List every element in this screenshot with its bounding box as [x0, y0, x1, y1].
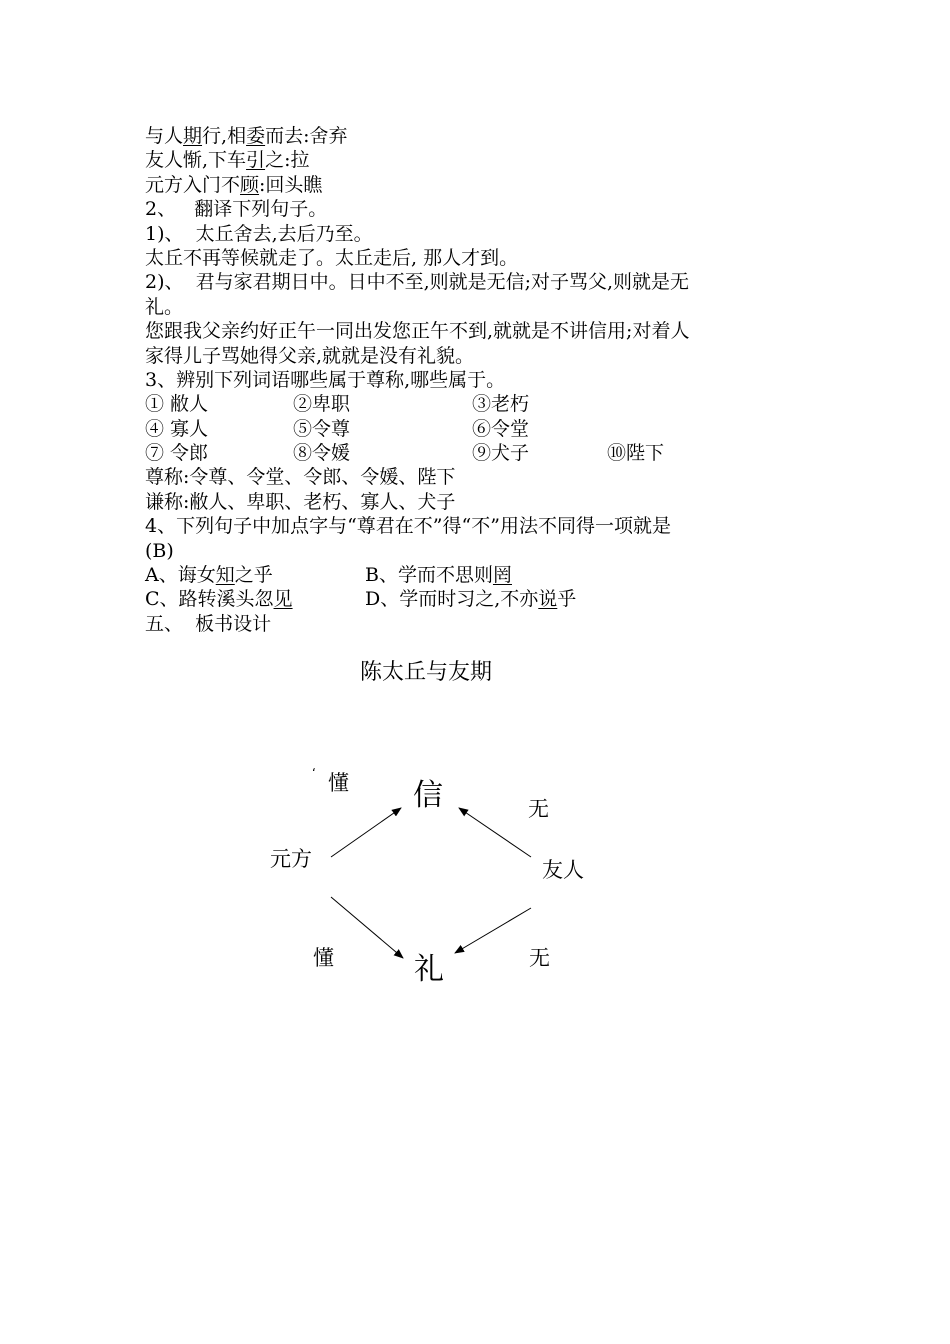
- term-item: ⑨犬子: [472, 442, 530, 465]
- text: 元方入门不: [145, 173, 241, 196]
- label-dong-top: 懂: [328, 771, 349, 795]
- term-item: ③老朽: [472, 393, 530, 416]
- text: 行,相: [202, 125, 247, 147]
- sentence-2-cont: 礼。: [145, 295, 184, 318]
- term-item: ① 敝人: [145, 393, 209, 416]
- arrow-youren-to-li: [455, 908, 531, 953]
- label-wu-bottom: 无: [529, 946, 550, 970]
- label-dong-bottom: 懂: [313, 946, 334, 970]
- honorific-answer: 尊称:令尊、令堂、令郎、令媛、陛下: [145, 466, 456, 489]
- term-item: ⑦ 令郎: [145, 442, 209, 465]
- text: :回头瞧: [259, 173, 323, 196]
- board-title: 陈太丘与友期: [360, 660, 493, 685]
- option-c: C、路转溪头忽见: [145, 588, 293, 611]
- text: 而去:舍弃: [265, 125, 348, 147]
- arrow-yuanfang-to-xin: [331, 808, 401, 857]
- option-d: D、学而时习之,不亦说乎: [365, 588, 577, 611]
- translation-2-cont: 家得儿子骂她得父亲,就就是没有礼貌。: [145, 344, 475, 367]
- humble-answer: 谦称:敝人、卑职、老朽、寡人、犬子: [145, 490, 456, 513]
- arrow-youren-to-xin: [459, 808, 531, 857]
- sentence-2: 2)、 君与家君期日中。日中不至,则就是无信;对子骂父,则就是无: [145, 271, 690, 294]
- translation-2: 您跟我父亲约好正午一同出发您正午不到,就就是不讲信用;对着人: [145, 320, 690, 343]
- sentence-1: 1)、 太丘舍去,去后乃至。: [145, 222, 373, 245]
- term-item: ⑥令堂: [472, 417, 530, 440]
- question-4-answer: (B): [145, 539, 174, 562]
- option-a: A、诲女知之乎: [145, 564, 273, 587]
- section-heading-translate: 2、 翻译下列句子。: [145, 198, 328, 221]
- dotted-char: 期: [183, 125, 203, 147]
- section-heading-terms: 3、辨别下列词语哪些属于尊称,哪些属于。: [145, 368, 506, 391]
- term-item: ④ 寡人: [145, 417, 209, 440]
- text: 与人: [145, 125, 184, 147]
- dotted-char: 顾: [240, 173, 260, 196]
- term-item: ⑤令尊: [293, 417, 351, 440]
- arrow-yuanfang-to-li: [331, 897, 403, 958]
- question-4: 4、下列句子中加点字与“尊君在不”得“不”用法不同得一项就是: [145, 515, 671, 538]
- label-youren: 友人: [542, 858, 584, 882]
- stray-mark: ‘: [312, 766, 316, 780]
- text: 友人惭,下车: [145, 149, 247, 172]
- term-item: ②卑职: [293, 393, 351, 416]
- term-item: ⑩陛下: [607, 442, 665, 465]
- dotted-char: 委: [246, 125, 266, 147]
- label-yuanfang: 元方: [270, 847, 312, 871]
- option-b: B、学而不思则罔: [365, 564, 512, 587]
- term-item: ⑧令媛: [293, 442, 351, 465]
- label-wu-top: 无: [528, 797, 549, 821]
- label-li: 礼: [414, 952, 444, 987]
- label-xin: 信: [413, 778, 443, 813]
- dotted-char: 引: [246, 149, 266, 172]
- translation-1: 太丘不再等候就走了。太丘走后, 那人才到。: [145, 246, 519, 269]
- text: 之:拉: [265, 149, 310, 172]
- section-heading-board: 五、 板书设计: [145, 612, 272, 635]
